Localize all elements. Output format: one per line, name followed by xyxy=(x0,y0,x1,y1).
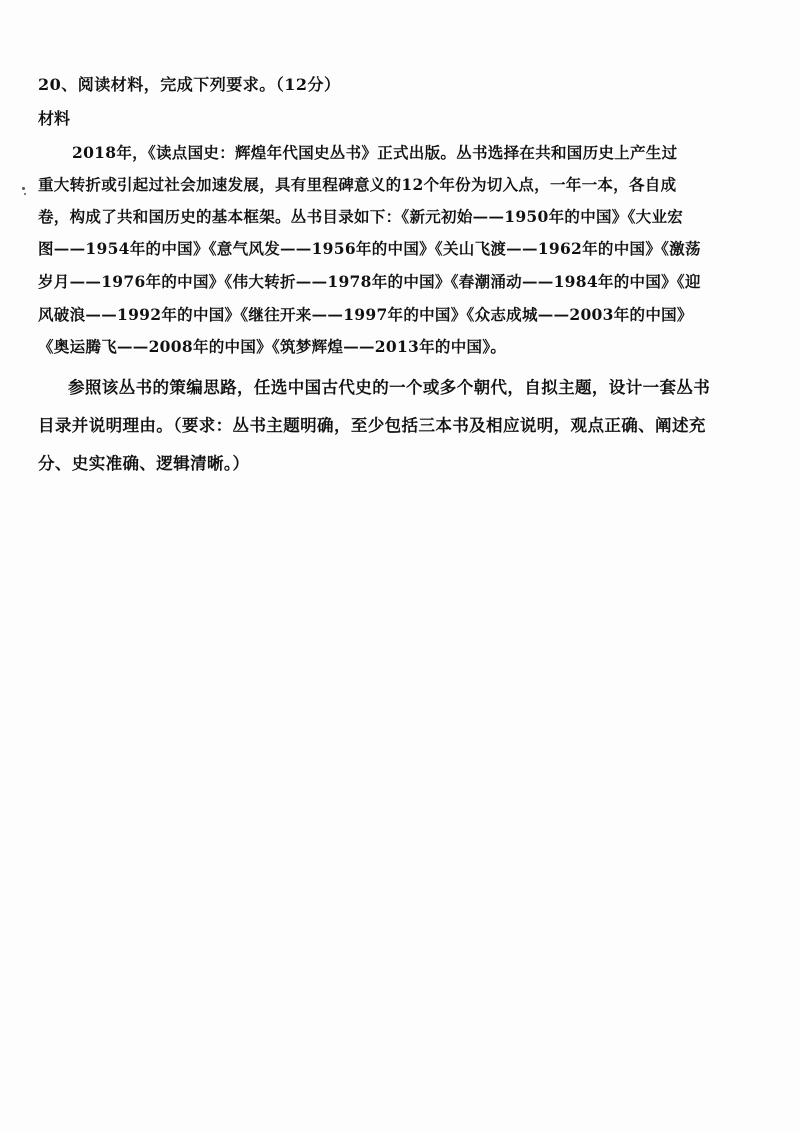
question-title: 20、阅读材料，完成下列要求。（12分） xyxy=(38,75,341,94)
scan-speck xyxy=(24,193,26,195)
material-label: 材料 xyxy=(38,109,71,128)
task-line: 参照该丛书的策编思路，任选中国古代史的一个或多个朝代，自拟主题，设计一套丛书 xyxy=(68,378,711,397)
material-line: 岁月——1976年的中国》《伟大转折——1978年的中国》《春潮涌动——1984年的中国》《迎 xyxy=(38,272,701,291)
material-line: 图——1954年的中国》《意气风发——1956年的中国》《关山飞渡——1962年的中国》《激荡 xyxy=(38,239,701,258)
scan-speck xyxy=(22,187,25,190)
material-line: 重大转折或引起过社会加速发展，具有里程碑意义的12个年份为切入点，一年一本，各自成 xyxy=(38,175,677,194)
task-line: 目录并说明理由。（要求：丛书主题明确，至少包括三本书及相应说明，观点正确、阐述充 xyxy=(38,416,706,435)
material-line: 《奥运腾飞——2008年的中国》《筑梦辉煌——2013年的中国》。 xyxy=(38,337,507,356)
material-line: 卷，构成了共和国历史的基本框架。丛书目录如下：《新元初始——1950年的中国》《大业宏 xyxy=(38,207,684,226)
task-line: 分、史实准确、逻辑清晰。） xyxy=(38,454,250,473)
material-line: 风破浪——1992年的中国》《继往开来——1997年的中国》《众志成城——2003年的中国》 xyxy=(38,305,693,324)
material-line: 2018年，《读点国史：辉煌年代国史丛书》正式出版。丛书选择在共和国历史上产生过 xyxy=(72,143,678,162)
